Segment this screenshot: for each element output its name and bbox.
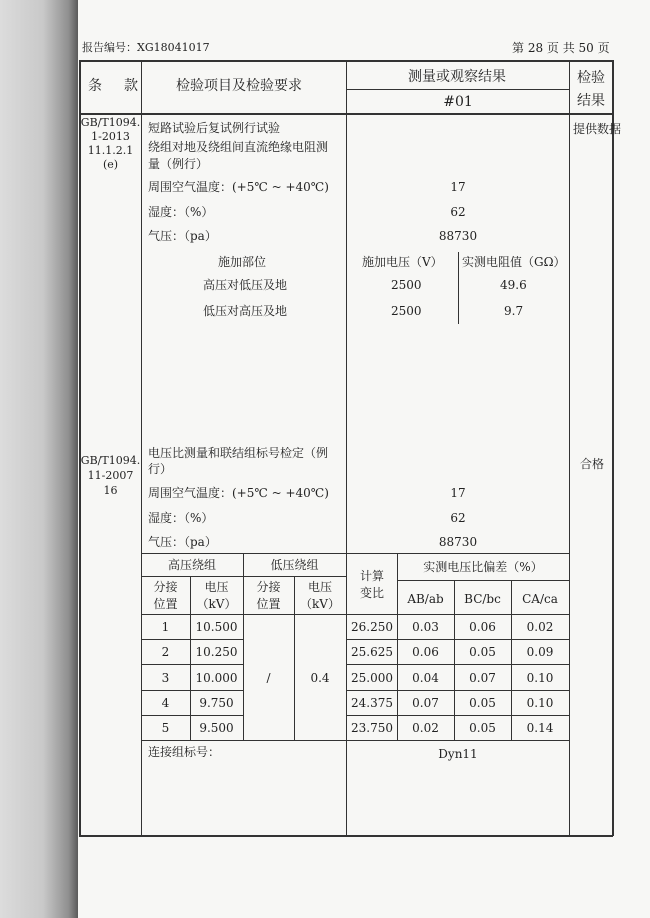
s2-vector-label: 连接组标号： bbox=[148, 745, 221, 759]
s1-row-2-part: 低压对高压及地 bbox=[203, 304, 288, 318]
s1-row-1-voltage: 2500 bbox=[391, 278, 422, 292]
s2-clause-line-2: 11-2007 bbox=[87, 469, 134, 482]
s2-row-line-3b bbox=[346, 690, 569, 691]
s2-lv-winding: 低压绕组 bbox=[270, 558, 319, 572]
s2-hv-voltage-2: （kV） bbox=[196, 597, 237, 611]
table-row-4-hv: 9.750 bbox=[199, 696, 234, 710]
table-row-2-hv: 10.250 bbox=[195, 645, 238, 659]
col-line-measure bbox=[569, 60, 570, 836]
header-sample-no: #01 bbox=[443, 94, 473, 110]
table-row-2-ab: 0.06 bbox=[412, 645, 439, 659]
s2-lv-voltage-1: 电压 bbox=[307, 580, 332, 594]
s1-clause-line-2: 1-2013 bbox=[91, 130, 130, 143]
s1-col-part: 施加部位 bbox=[218, 255, 267, 269]
s2-deviation-title: 实测电压比偏差（%） bbox=[423, 560, 543, 574]
header-result-2: 结果 bbox=[577, 93, 605, 109]
table-row-5-tap: 5 bbox=[161, 721, 170, 735]
table-row-4-ca: 0.10 bbox=[526, 696, 554, 710]
table-row-4-ratio: 24.375 bbox=[351, 696, 393, 710]
s2-lv-voltage-2: （kV） bbox=[300, 597, 340, 611]
table-right-border bbox=[612, 60, 614, 836]
table-row-4-bc: 0.05 bbox=[469, 696, 496, 710]
s1-row-2-voltage: 2500 bbox=[391, 304, 422, 318]
table-row-2-ratio: 25.625 bbox=[351, 645, 393, 659]
s2-header-bottom bbox=[141, 614, 570, 615]
s2-row-line-2a bbox=[141, 664, 243, 665]
s1-clause-line-4: (e) bbox=[102, 158, 119, 171]
s2-lv-tap-1: 分接 bbox=[256, 580, 281, 594]
s1-subtitle-1: 绕组对地及绕组间直流绝缘电阻测 bbox=[148, 140, 329, 154]
table-row-1-hv: 10.500 bbox=[195, 620, 238, 634]
s1-clause-line-3: 11.1.2.1 bbox=[87, 144, 134, 157]
s2-temp-label: 周围空气温度：(+5℃ ~ +40℃) bbox=[148, 486, 329, 500]
table-row-5-ab: 0.02 bbox=[412, 721, 439, 735]
s2-temp-value: 17 bbox=[450, 486, 466, 500]
s2-result: 合格 bbox=[580, 457, 605, 471]
table-row-3-bc: 0.07 bbox=[469, 671, 496, 685]
table-row-3-hv: 10.000 bbox=[195, 671, 238, 685]
binding-spine bbox=[0, 0, 78, 918]
s1-result: 提供数据 bbox=[573, 122, 622, 136]
s2-dev-col-bc: BC/bc bbox=[464, 592, 501, 606]
s2-calc-ratio-1: 计算 bbox=[359, 569, 384, 583]
s2-grid-bottom bbox=[141, 740, 570, 741]
s2-humidity-label: 湿度：（%） bbox=[148, 511, 214, 525]
s2-row-line-1a bbox=[141, 639, 243, 640]
s1-subtitle-2: 量（例行） bbox=[148, 157, 209, 171]
s2-grid-top bbox=[141, 553, 570, 554]
s2-row-line-3a bbox=[141, 690, 243, 691]
col-line-clause bbox=[141, 60, 142, 836]
table-row-4-ab: 0.07 bbox=[412, 696, 439, 710]
table-row-1-ratio: 26.250 bbox=[351, 620, 393, 634]
s1-temp-value: 17 bbox=[450, 180, 466, 194]
header-sub-divider bbox=[347, 89, 569, 90]
s1-pressure-value: 88730 bbox=[438, 229, 478, 243]
s2-hv-tap-2: 位置 bbox=[153, 597, 178, 611]
table-row-3-ratio: 25.000 bbox=[351, 671, 393, 685]
table-row-1-ca: 0.02 bbox=[526, 620, 554, 634]
s2-row-line-4a bbox=[141, 715, 243, 716]
s1-temp-label: 周围空气温度：(+5℃ ~ +40℃) bbox=[148, 180, 329, 194]
table-row-1-tap: 1 bbox=[161, 620, 170, 634]
s2-title-2: 行） bbox=[148, 462, 173, 476]
s1-row-2-resistance: 9.7 bbox=[504, 304, 524, 318]
s2-row-line-1b bbox=[346, 639, 569, 640]
s2-humidity-value: 62 bbox=[450, 511, 466, 525]
s1-title: 短路试验后复试例行试验 bbox=[148, 121, 281, 135]
table-row-1-bc: 0.06 bbox=[469, 620, 496, 634]
header-clause: 条 款 bbox=[88, 78, 142, 94]
table-left-border bbox=[79, 60, 81, 836]
s1-humidity-label: 湿度：（%） bbox=[148, 205, 214, 219]
header-measure: 测量或观察结果 bbox=[408, 69, 506, 85]
table-row-2-bc: 0.05 bbox=[469, 645, 496, 659]
s2-hv-voltage-1: 电压 bbox=[204, 580, 229, 594]
s2-hv-winding: 高压绕组 bbox=[167, 558, 216, 572]
s2-pressure-label: 气压：（pa） bbox=[148, 535, 217, 549]
s2-hv-tap-1: 分接 bbox=[153, 580, 178, 594]
header-items: 检验项目及检验要求 bbox=[176, 78, 302, 94]
s2-title-1: 电压比测量和联结组标号检定（例 bbox=[148, 446, 329, 460]
s1-pressure-label: 气压：（pa） bbox=[148, 229, 217, 243]
s1-clause-line-1: GB/T1094. bbox=[80, 116, 141, 129]
table-row-3-tap: 3 bbox=[161, 671, 170, 685]
s2-dev-col-ca: CA/ca bbox=[522, 592, 558, 606]
report-number: 报告编号：XG18041017 bbox=[82, 41, 210, 54]
s2-deviation-divider bbox=[397, 580, 569, 581]
s2-calc-ratio-2: 变比 bbox=[359, 586, 384, 600]
table-row-3-ca: 0.10 bbox=[526, 671, 554, 685]
s1-humidity-value: 62 bbox=[450, 205, 466, 219]
table-row-3-ab: 0.04 bbox=[412, 671, 439, 685]
table-row-2-ca: 0.09 bbox=[526, 645, 554, 659]
table-row-5-ca: 0.14 bbox=[526, 721, 554, 735]
table-row-4-tap: 4 bbox=[161, 696, 170, 710]
s2-vector-value: Dyn11 bbox=[438, 747, 478, 761]
s2-lv-voltage-value: 0.4 bbox=[310, 671, 330, 685]
s1-inner-col-line bbox=[458, 252, 459, 324]
table-row-2-tap: 2 bbox=[161, 645, 170, 659]
table-row-5-ratio: 23.750 bbox=[351, 721, 393, 735]
s2-clause-line-3: 16 bbox=[103, 484, 118, 497]
s2-row-line-4b bbox=[346, 715, 569, 716]
s2-pressure-value: 88730 bbox=[438, 535, 478, 549]
header-result-1: 检验 bbox=[577, 70, 605, 86]
table-row-5-bc: 0.05 bbox=[469, 721, 496, 735]
s1-row-1-resistance: 49.6 bbox=[500, 278, 527, 292]
s1-col-voltage: 施加电压（V） bbox=[362, 255, 443, 269]
table-row-1-ab: 0.03 bbox=[412, 620, 439, 634]
s2-lv-tap-2: 位置 bbox=[256, 597, 281, 611]
table-row-5-hv: 9.500 bbox=[199, 721, 234, 735]
s2-lv-tap-value: / bbox=[266, 671, 271, 685]
s2-clause-line-1: GB/T1094. bbox=[80, 454, 141, 467]
s1-col-resistance: 实测电阻值（GΩ） bbox=[462, 255, 566, 269]
s2-row-line-2b bbox=[346, 664, 569, 665]
s1-row-1-part: 高压对低压及地 bbox=[203, 278, 288, 292]
page-info: 第 28 页 共 50 页 bbox=[512, 41, 610, 55]
col-line-items bbox=[346, 60, 347, 553]
s2-dev-col-ab: AB/ab bbox=[407, 592, 444, 606]
